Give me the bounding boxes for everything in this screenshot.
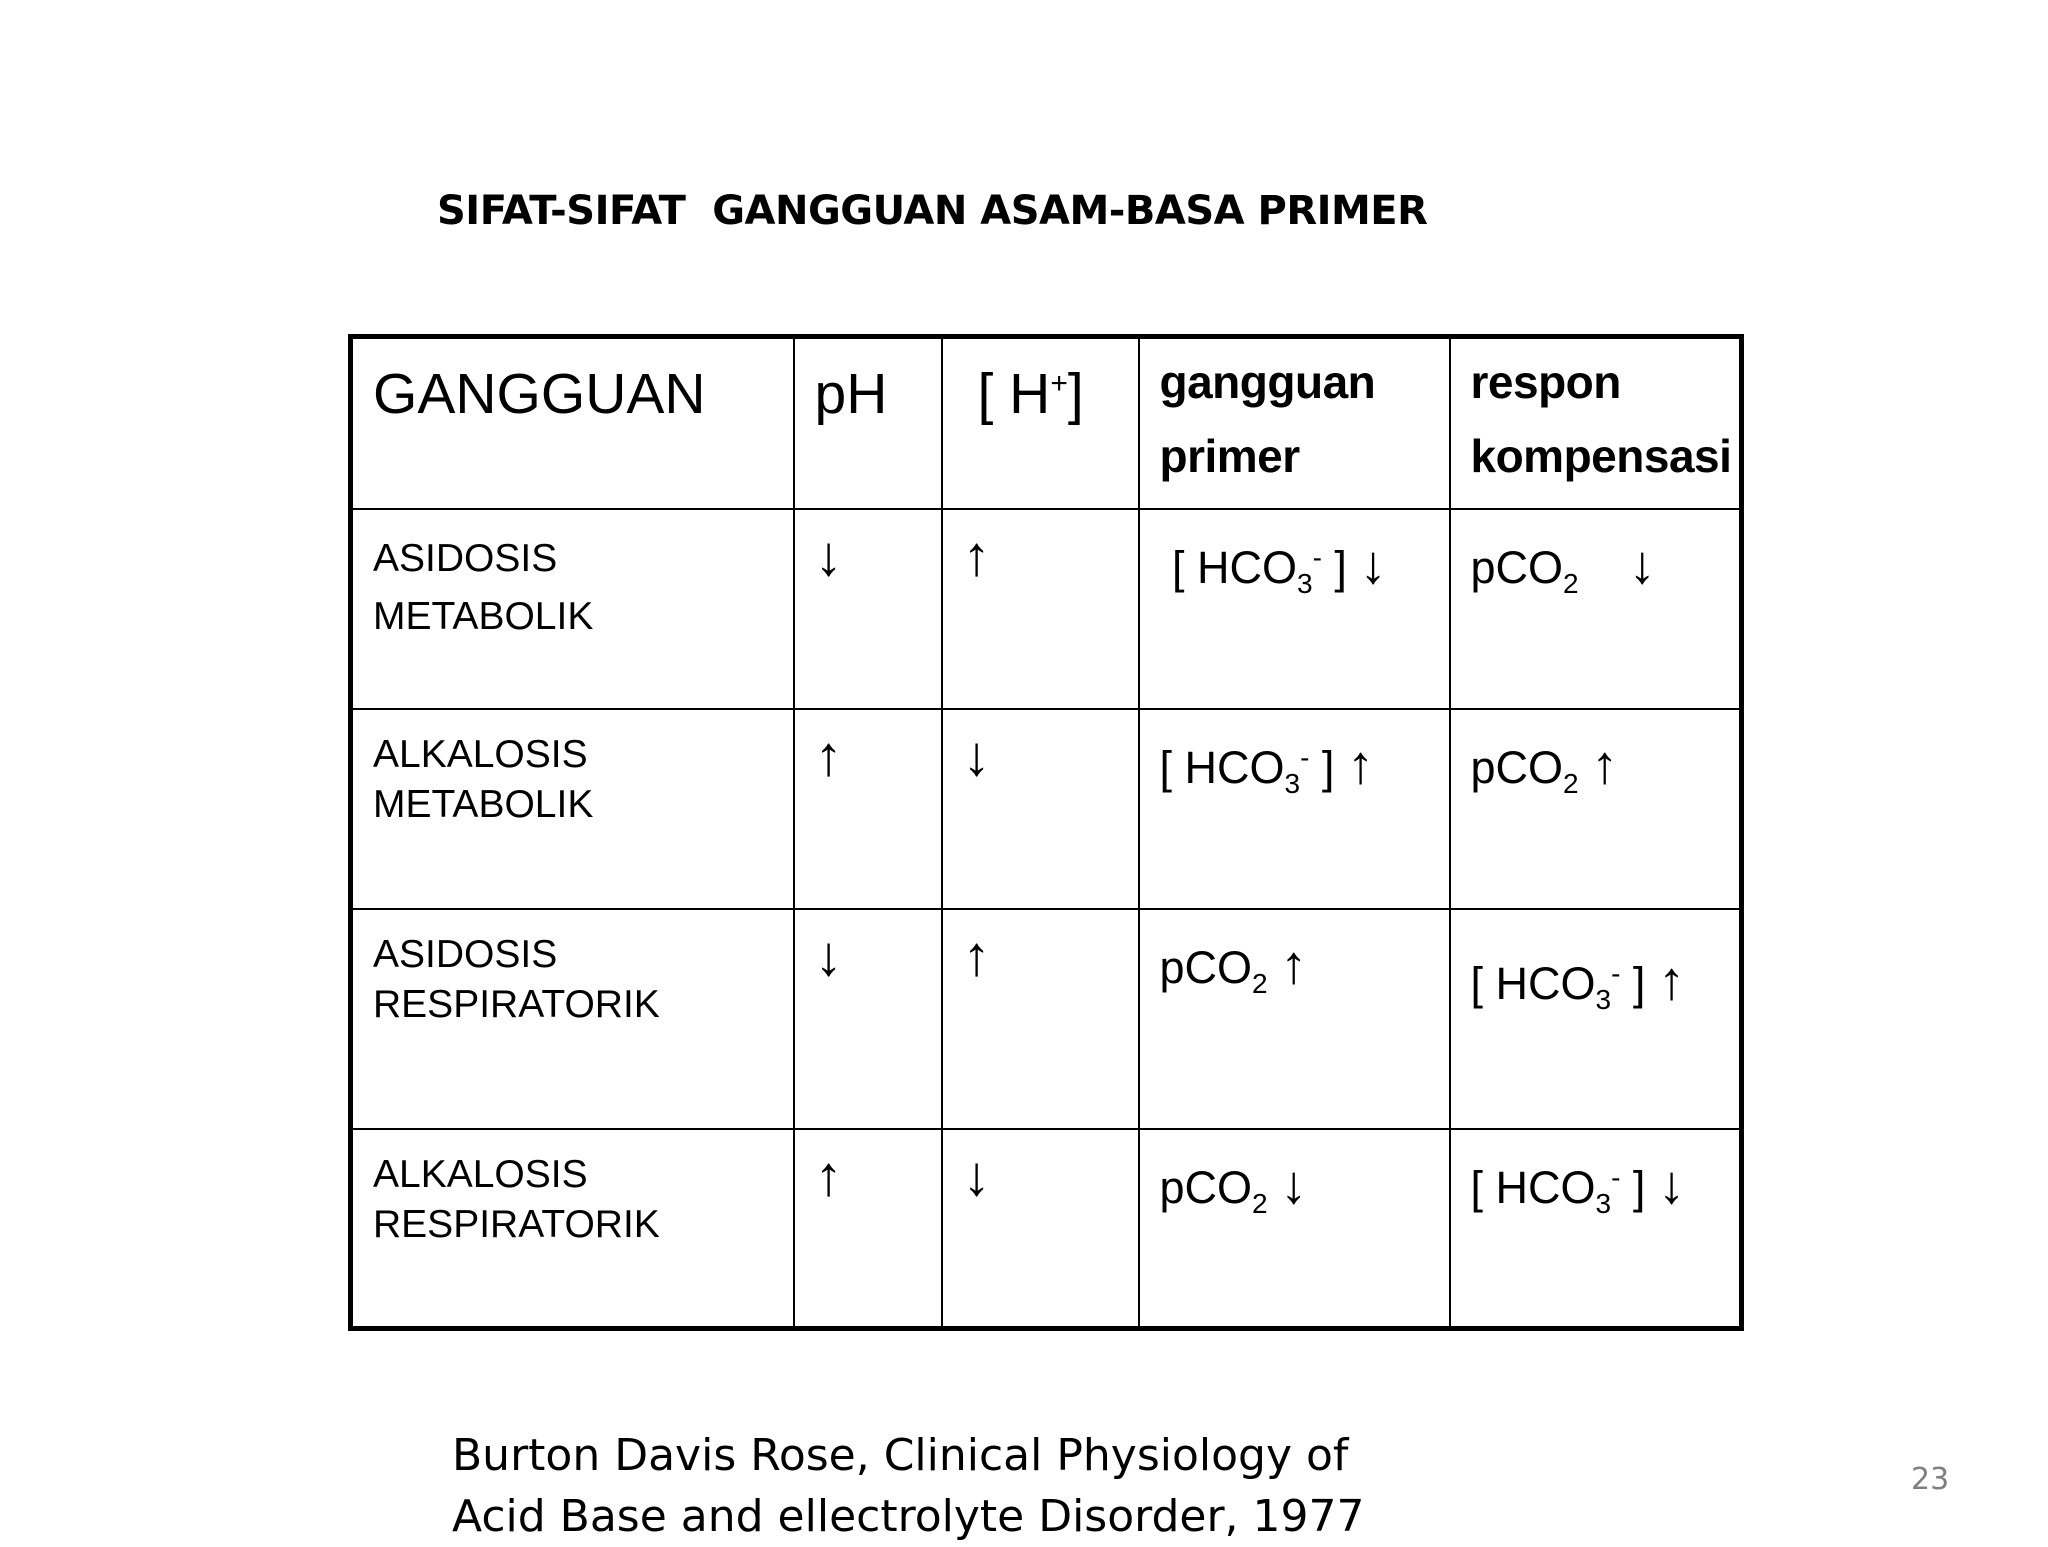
ph-arrow: ↓ <box>794 909 942 1129</box>
citation-line-1: Burton Davis Rose, Clinical Physiology of <box>452 1430 1349 1481</box>
compensatory-response: [ $HCO_3^-$ ] ↓ <box>1450 1129 1742 1329</box>
slide-title: SIFAT-SIFAT GANGGUAN ASAM-BASA PRIMER <box>437 188 1428 234</box>
table-row <box>351 509 1742 709</box>
header-respon-kompensasi: respon kompensasi <box>1450 337 1742 509</box>
disorder-name: ALKALOSIS METABOLIK <box>351 709 794 909</box>
table-header-row <box>351 337 1742 509</box>
h-arrow: ↓ <box>942 1129 1139 1329</box>
table-row <box>351 1129 1742 1329</box>
ph-arrow: ↑ <box>794 1129 942 1329</box>
compensatory-response: pCO$_2$ ↓ <box>1450 509 1742 709</box>
primary-disturbance: [ $HCO_3^-$ ] ↓ <box>1139 509 1450 709</box>
primary-disturbance: [ $HCO_3^-$ ] ↑ <box>1139 709 1450 909</box>
ph-arrow: ↓ <box>794 509 942 709</box>
header-gangguan: GANGGUAN <box>351 337 794 509</box>
ph-arrow: ↑ <box>794 709 942 909</box>
citation-line-2: Acid Base and ellectrolyte Disorder, 1977 <box>452 1491 1365 1542</box>
citation <box>452 1425 1365 1547</box>
header-gangguan-primer: gangguan primer <box>1139 337 1450 509</box>
disorder-name: ASIDOSIS METABOLIK <box>351 509 794 709</box>
compensatory-response: [ $HCO_3^-$ ] ↑ <box>1450 909 1742 1129</box>
primary-disturbance: pCO$_2$ ↑ <box>1139 909 1450 1129</box>
slide-number: 23 <box>1911 1462 1950 1497</box>
primary-disturbance: pCO$_2$ ↓ <box>1139 1129 1450 1329</box>
header-ph: pH <box>794 337 942 509</box>
h-arrow: ↓ <box>942 709 1139 909</box>
compensatory-response: pCO$_2$ ↑ <box>1450 709 1742 909</box>
disorder-name: ASIDOSIS RESPIRATORIK <box>351 909 794 1129</box>
table-row <box>351 709 1742 909</box>
acid-base-table <box>348 334 1744 1331</box>
h-arrow: ↑ <box>942 909 1139 1129</box>
table-row <box>351 909 1742 1129</box>
disorder-name: ALKALOSIS RESPIRATORIK <box>351 1129 794 1329</box>
h-arrow: ↑ <box>942 509 1139 709</box>
header-h-concentration: [ H+] <box>942 337 1139 509</box>
